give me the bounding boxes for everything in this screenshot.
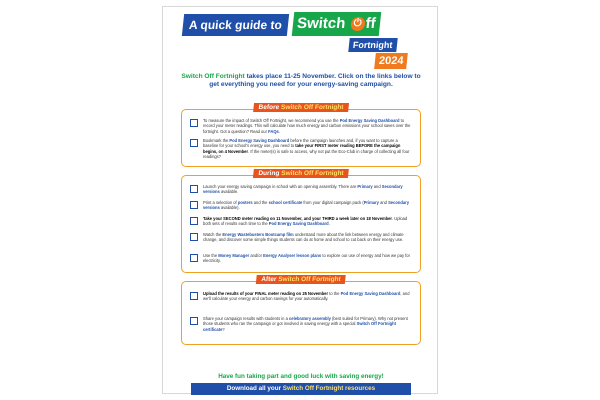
title-banner-year: 2024 — [374, 53, 408, 69]
checkbox[interactable] — [190, 292, 198, 300]
checkbox[interactable] — [190, 317, 198, 325]
link-energy-analyser[interactable]: Energy Analyser lesson plans — [263, 253, 322, 258]
list-item: Share your campaign results with students in a celebratory assembly (best suited for Primary). Why not present those students who ran the campaign or got involved in saving energy with a special Switch Off Fortnight certificate? — [190, 316, 414, 332]
checkbox[interactable] — [190, 217, 198, 225]
link-pod-dashboard[interactable]: Pod Energy Saving Dashboard — [340, 291, 401, 296]
link-bootcamp-film[interactable]: Energy Wastebusters Bootcamp film — [222, 232, 294, 237]
list-item: Upload the results of your FINAL meter reading on 25 November to the Pod Energy Saving Dashboard, and we'll calculate your energy and carbon savings for your automatically. — [190, 291, 414, 302]
intro-body: takes place 11-25 November. Click on the links below to get everything you need for your energy-saving campaign. — [209, 73, 421, 89]
link-secondary-pack[interactable]: Secondary versions — [203, 200, 409, 211]
list-item: Print a selection of posters and the school certificate from your digital campaign pack (Primary and Secondary versions available). — [190, 200, 414, 211]
link-pod-dashboard[interactable]: Pod Energy Saving Dashboard — [268, 221, 329, 227]
list-item: Launch your energy saving campaign in school with an opening assembly. There are Primary and Secondary versions available. — [190, 184, 414, 195]
title-banner-switch-off — [292, 12, 381, 36]
checkbox[interactable] — [190, 119, 198, 127]
title-banner-fortnight: Fortnight — [348, 38, 397, 52]
link-school-certificate[interactable]: school certificate — [268, 200, 303, 205]
checkbox[interactable] — [190, 185, 198, 193]
title-banner-guide: A quick guide to — [182, 14, 289, 36]
list-item: Watch the Energy Wastebusters Bootcamp film understand more about the link between energy and climate change, and discover some simple things students can do at home and school to cut back on their energy use. — [190, 232, 414, 243]
link-pod-dashboard[interactable]: Pod Energy Saving Dashboard — [339, 118, 400, 123]
checkbox[interactable] — [190, 254, 198, 262]
link-money-manager[interactable]: Money Manager — [218, 253, 250, 258]
list-item: To measure the impact of Switch Off Fortnight, we recommend you use the Pod Energy Saving Dashboard to record your meter readings. This will calculate how much energy and carbon emissions your school saves over the fortnight. Got a question? Read our FAQs. — [190, 118, 414, 134]
intro-text — [181, 73, 421, 90]
link-fortnight-certificate[interactable]: Switch Off Fortnight certificate — [203, 321, 396, 332]
list-item: Bookmark the Pod Energy Saving Dashboard before the campaign launches and, if you want to capture a baseline for your school's energy use, you need to take your FIRST meter reading BEFORE the campaign begins, on 4 November. If the meter(s) is safe to access, why not put the Eco-Club in charge of collecting all four readings? — [190, 138, 414, 159]
title-switch: Switch — [296, 15, 347, 32]
link-secondary-assembly[interactable]: Secondary versions — [203, 184, 403, 195]
power-icon: ⏻ — [350, 17, 365, 31]
download-resources-button[interactable]: Download all your Switch Off Fortnight resources — [191, 383, 411, 395]
section-after-label: After Switch Off Fortnight — [256, 275, 346, 284]
intro-highlight: Switch Off Fortnight — [181, 73, 245, 80]
section-after — [181, 276, 421, 345]
checkbox[interactable] — [190, 139, 198, 147]
list-item: Take your SECOND meter reading on 11 November, and your THIRD a week later on 18 November. Upload both sets of results each time to the Pod Energy Saving Dashboard. — [190, 216, 414, 227]
section-during-label: During Switch Off Fortnight — [253, 169, 349, 178]
link-pod-dashboard[interactable]: Pod Energy Saving Dashboard — [229, 138, 290, 143]
link-celebratory-assembly[interactable]: celebratory assembly — [289, 316, 331, 321]
link-faqs[interactable]: FAQs — [268, 128, 279, 134]
section-before-label: Before Switch Off Fortnight — [253, 103, 349, 112]
section-before — [181, 104, 421, 167]
link-primary-assembly[interactable]: Primary — [357, 184, 373, 189]
checkbox[interactable] — [190, 201, 198, 209]
link-posters[interactable]: posters — [237, 200, 253, 205]
guide-page — [162, 6, 438, 394]
title-ff: ff — [364, 15, 377, 32]
checkbox[interactable] — [190, 233, 198, 241]
list-item: Use the Money Manager and/or Energy Analyser lesson plans to explore our use of energy and how we pay for electricity. — [190, 253, 414, 264]
link-primary-pack[interactable]: Primary — [363, 200, 379, 205]
closing-message: Have fun taking part and good luck with saving energy! — [218, 373, 384, 380]
section-during — [181, 170, 421, 273]
